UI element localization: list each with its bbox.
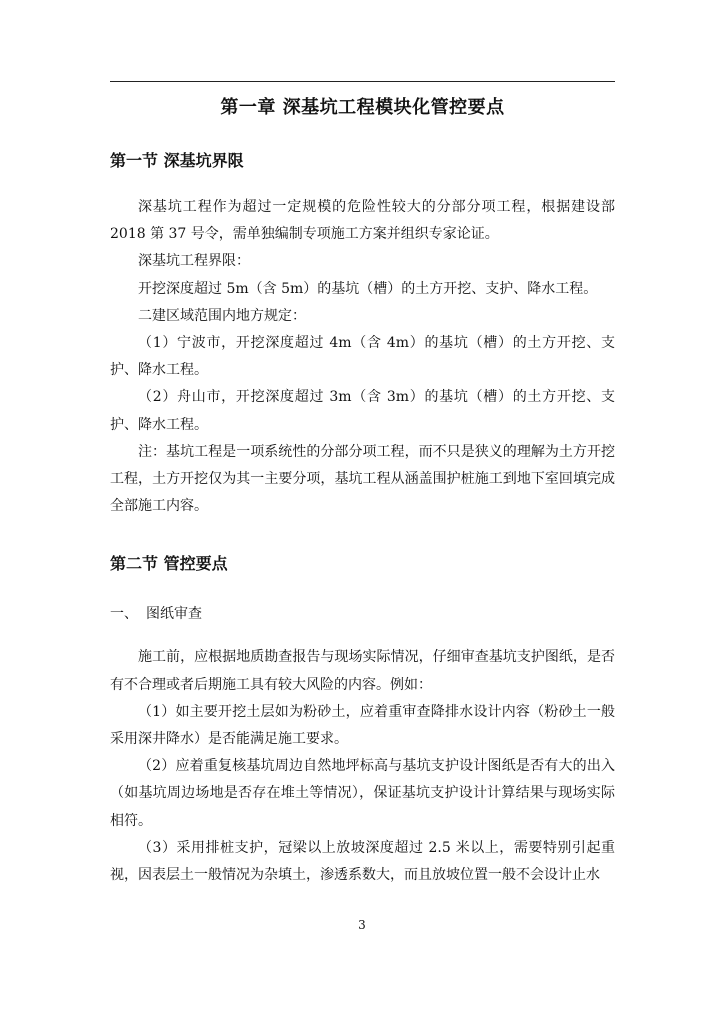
document-page xyxy=(110,89,615,889)
paragraph: （1）如主要开挖土层如为粉砂土，应着重审查降排水设计内容（粉砂土一般采用深井降水）是否能满足施工要求。 xyxy=(110,703,615,748)
subsection-heading xyxy=(110,604,615,624)
header-rule xyxy=(110,81,615,82)
paragraph: （1）宁波市，开挖深度超过 4m（含 4m）的基坑（槽）的土方开挖、支护、降水工程。 xyxy=(110,335,615,379)
subsection-number: 一、 xyxy=(110,606,138,623)
paragraph: 二建区域范围内地方规定： xyxy=(138,307,306,324)
page-number: 3 xyxy=(358,918,366,932)
paragraph: 深基坑工程界限： xyxy=(138,253,250,270)
section-title-boundaries: 第一节 深基坑界限 xyxy=(110,151,244,170)
chapter-title: 第一章 深基坑工程模块化管控要点 xyxy=(220,97,505,118)
paragraph: 开挖深度超过 5m（含 5m）的基坑（槽）的土方开挖、支护、降水工程。 xyxy=(138,280,598,297)
subsection-title: 图纸审查 xyxy=(146,606,202,623)
paragraph-note: 注：基坑工程是一项系统性的分部分项工程，而不只是狭义的理解为土方开挖工程，土方开挖仅为其一主要分项，基坑工程从涵盖围护桩施工到地下室回填完成全部施工内容。 xyxy=(110,443,615,515)
paragraph: 施工前，应根据地质勘查报告与现场实际情况，仔细审查基坑支护图纸，是否有不合理或者后期施工具有较大风险的内容。例如： xyxy=(110,649,615,693)
paragraph: 深基坑工程作为超过一定规模的危险性较大的分部分项工程，根据建设部 2018 第 37 号令，需单独编制专项施工方案并组织专家论证。 xyxy=(110,199,615,243)
paragraph: （2）应着重复核基坑周边自然地坪标高与基坑支护设计图纸是否有大的出入（如基坑周边场地是否存在堆土等情况），保证基坑支护设计计算结果与现场实际相符。 xyxy=(110,758,615,829)
paragraph: （2）舟山市，开挖深度超过 3m（含 3m）的基坑（槽）的土方开挖、支护、降水工程。 xyxy=(110,389,615,433)
paragraph: （3）采用排桩支护，冠梁以上放坡深度超过 2.5 米以上，需要特别引起重视，因表层土一般情况为杂填土，渗透系数大，而且放坡位置一般不会设计止水 xyxy=(110,839,615,884)
section-title-control-points: 第二节 管控要点 xyxy=(110,554,228,574)
